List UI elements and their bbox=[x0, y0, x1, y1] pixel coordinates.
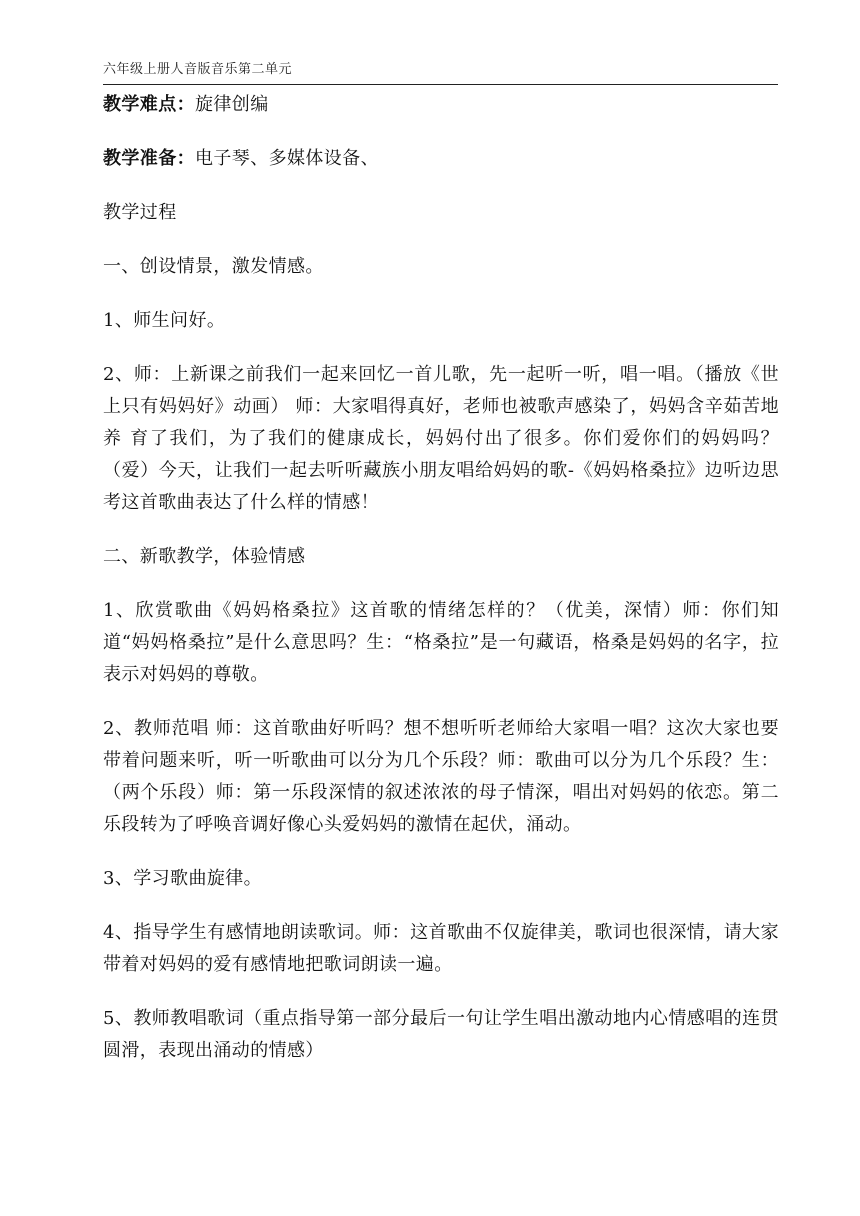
section-one-item-1: 1、师生问好。 bbox=[103, 310, 226, 331]
teaching-process-title: 教学过程 bbox=[103, 202, 177, 223]
teaching-difficulty-value: 旋律创编 bbox=[195, 94, 269, 115]
teaching-preparation-value: 电子琴、多媒体设备、 bbox=[195, 148, 379, 169]
header-text: 六年级上册人音版音乐第二单元 bbox=[103, 62, 293, 77]
teaching-preparation-label: 教学准备： bbox=[103, 148, 195, 169]
section-two-item-4: 4、指导学生有感情地朗读歌词。师：这首歌曲不仅旋律美，歌词也很深情，请大家带着对妈妈的爱有感情地把歌词朗读一遍。 bbox=[103, 922, 779, 975]
section-two-item-1: 1、欣赏歌曲《妈妈格桑拉》这首歌的情绪怎样的？（优美，深情）师：你们知道“妈妈格桑拉”是什么意思吗？生：“格桑拉”是一句藏语，格桑是妈妈的名字，拉表示对妈妈的尊敬。 bbox=[103, 600, 779, 685]
page-header bbox=[103, 60, 778, 85]
teaching-difficulty bbox=[103, 89, 779, 121]
section-one-title: 一、创设情景，激发情感。 bbox=[103, 256, 324, 277]
document-body bbox=[103, 89, 779, 1067]
teaching-difficulty-label: 教学难点： bbox=[103, 94, 195, 115]
section-two-item-3: 3、学习歌曲旋律。 bbox=[103, 868, 263, 889]
teaching-preparation bbox=[103, 143, 779, 175]
section-one-item-2: 2、师：上新课之前我们一起来回忆一首儿歌，先一起听一听，唱一唱。（播放《世上只有妈妈好》动画） 师：大家唱得真好，老师也被歌声感染了，妈妈含辛茹苦地养 育了我们，为了我们的健康成长，妈妈付出了很多。你们爱你们的妈妈吗？（爱）今天，让我们一起去听听藏族小朋友唱给妈妈的歌-《妈妈格桑拉》边听边思考这首歌曲表达了什么样的情感！ bbox=[103, 364, 779, 513]
section-two-title: 二、新歌教学，体验情感 bbox=[103, 546, 306, 567]
section-two-item-2: 2、教师范唱 师：这首歌曲好听吗？想不想听听老师给大家唱一唱？这次大家也要带着问题来听，听一听歌曲可以分为几个乐段？师：歌曲可以分为几个乐段？生：（两个乐段）师：第一乐段深情的叙述浓浓的母子情深，唱出对妈妈的依恋。第二乐段转为了呼唤音调好像心头爱妈妈的激情在起伏，涌动。 bbox=[103, 718, 779, 835]
section-two-item-5: 5、教师教唱歌词（重点指导第一部分最后一句让学生唱出激动地内心情感唱的连贯圆滑，表现出涌动的情感） bbox=[103, 1008, 779, 1061]
